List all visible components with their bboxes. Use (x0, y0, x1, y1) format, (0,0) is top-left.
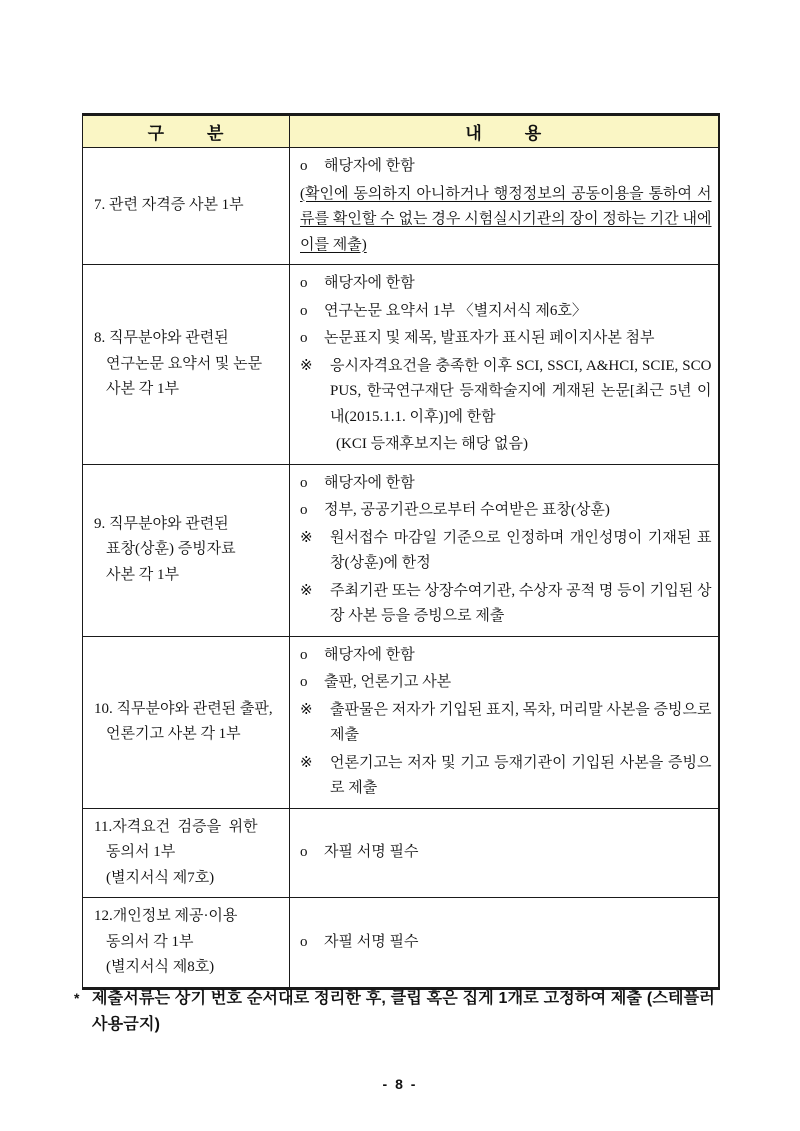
item-text: 해당자에 한함 (324, 158, 415, 174)
circle-bullet-icon: o (300, 302, 308, 319)
bullet-item (300, 154, 712, 180)
category-line: (별지서식 제7호) (106, 869, 215, 886)
category-line: 언론기고 사본 각 1부 (106, 726, 241, 742)
category-line: (별지서식 제8호) (106, 959, 215, 975)
content-cell (290, 148, 719, 265)
table-row (83, 464, 719, 636)
category-line: 동의서 1부 (106, 844, 176, 860)
table-row (83, 808, 719, 898)
category-cell (83, 464, 290, 636)
table-header-row (83, 115, 719, 148)
bullet-item (300, 643, 712, 669)
table-row (83, 148, 719, 265)
page-number: - 8 - (382, 1076, 418, 1092)
bullet-item (300, 930, 712, 956)
category-line: 8. 직무분야와 관련된 (94, 330, 229, 346)
table-row (83, 636, 719, 808)
footnote-marker: * (74, 990, 80, 1006)
bullet-item (300, 271, 712, 297)
item-text: 원서접수 마감일 기준으로 인정하며 개인성명이 기재된 표창(상훈)에 한정 (330, 529, 712, 571)
circle-bullet-icon: o (300, 474, 308, 491)
circle-bullet-icon: o (300, 502, 308, 518)
item-text: 해당자에 한함 (324, 275, 415, 291)
category-line: 사본 각 1부 (106, 381, 179, 397)
bullet-item (300, 498, 712, 524)
item-text: 해당자에 한함 (324, 646, 415, 663)
reference-mark-icon: ※ (300, 582, 313, 599)
bullet-item (300, 326, 712, 352)
header-cell-category: 구 분 (83, 115, 290, 148)
bullet-item (300, 432, 712, 458)
circle-bullet-icon: o (300, 844, 308, 860)
footnote (74, 986, 736, 1039)
item-text: 연구논문 요약서 1부 〈별지서식 제6호〉 (324, 302, 587, 319)
note-item (300, 579, 712, 630)
circle-bullet-icon: o (300, 158, 308, 174)
content-cell (290, 265, 719, 465)
circle-bullet-icon: o (300, 275, 308, 291)
note-item (300, 698, 712, 749)
category-line: 표창(상훈) 증빙자료 (106, 541, 236, 558)
category-line: 사본 각 1부 (106, 566, 179, 583)
circle-bullet-icon: o (300, 933, 308, 950)
table-row (83, 898, 719, 989)
content-cell (290, 636, 719, 808)
item-text: 언론기고는 저자 및 기고 등재기관이 기입된 사본을 증빙으로 제출 (330, 754, 712, 796)
bullet-item (300, 182, 712, 259)
circle-bullet-icon: o (300, 646, 308, 663)
item-text: 출판, 언론기고 사본 (324, 674, 452, 690)
reference-mark-icon: ※ (300, 529, 313, 546)
note-item (300, 751, 712, 802)
content-cell (290, 898, 719, 989)
category-cell (83, 265, 290, 465)
table-row (83, 265, 719, 465)
category-line: 11.자격요건 검증을 위한 (94, 818, 258, 835)
item-text: 주최기관 또는 상장수여기관, 수상자 공적 명 등이 기입된 상장 사본 등을 증빙으로 제출 (330, 582, 712, 624)
circle-bullet-icon: o (300, 330, 308, 346)
circle-bullet-icon: o (300, 674, 308, 690)
category-cell (83, 808, 290, 898)
category-line: 동의서 각 1부 (106, 933, 194, 950)
category-line: 7. 관련 자격증 사본 1부 (94, 197, 244, 214)
reference-mark-icon: ※ (300, 357, 313, 374)
content-cell (290, 808, 719, 898)
item-text: 논문표지 및 제목, 발표자가 표시된 페이지사본 첨부 (324, 330, 655, 346)
item-text: (확인에 동의하지 아니하거나 행정정보의 공동이용을 통하여 서류를 확인할 수 없는 경우 시험실시기관의 장이 정하는 기간 내에 이를 제출) (300, 185, 712, 253)
item-text: 해당자에 한함 (324, 474, 415, 491)
category-line: 연구논문 요약서 및 논문 (106, 355, 263, 372)
bullet-item (300, 299, 712, 325)
bullet-item (300, 670, 712, 696)
category-cell (83, 898, 290, 989)
footnote-text: 제출서류는 상기 번호 순서대로 정리한 후, 클립 혹은 집게 1개로 고정하여 제출 (스테플러 사용금지) (92, 990, 715, 1034)
item-text: (KCI 등재후보지는 해당 없음) (336, 436, 528, 452)
reference-mark-icon: ※ (300, 701, 313, 718)
item-text: 자필 서명 필수 (324, 933, 419, 950)
submission-documents-table (82, 113, 720, 990)
item-text: 자필 서명 필수 (324, 844, 419, 860)
item-text: 응시자격요건을 충족한 이후 SCI, SSCI, A&HCI, SCIE, SCOPUS, 한국연구재단 등재학술지에 게재된 논문[최근 5년 이내(2015.1.1. 이후)]에 한함 (330, 357, 712, 425)
category-cell (83, 636, 290, 808)
reference-mark-icon: ※ (300, 754, 313, 771)
bullet-item (300, 471, 712, 497)
category-line: 12.개인정보 제공·이용 (94, 908, 238, 924)
category-line: 9. 직무분야와 관련된 (94, 515, 229, 532)
item-text: 출판물은 저자가 기입된 표지, 목차, 머리말 사본을 증빙으로 제출 (330, 701, 712, 743)
header-cell-content: 내 용 (290, 115, 719, 148)
item-text: 정부, 공공기관으로부터 수여받은 표창(상훈) (324, 502, 610, 518)
note-item (300, 354, 712, 431)
category-line: 10. 직무분야와 관련된 출판, (94, 700, 273, 717)
content-cell (290, 464, 719, 636)
bullet-item (300, 840, 712, 866)
note-item (300, 526, 712, 577)
category-cell (83, 148, 290, 265)
